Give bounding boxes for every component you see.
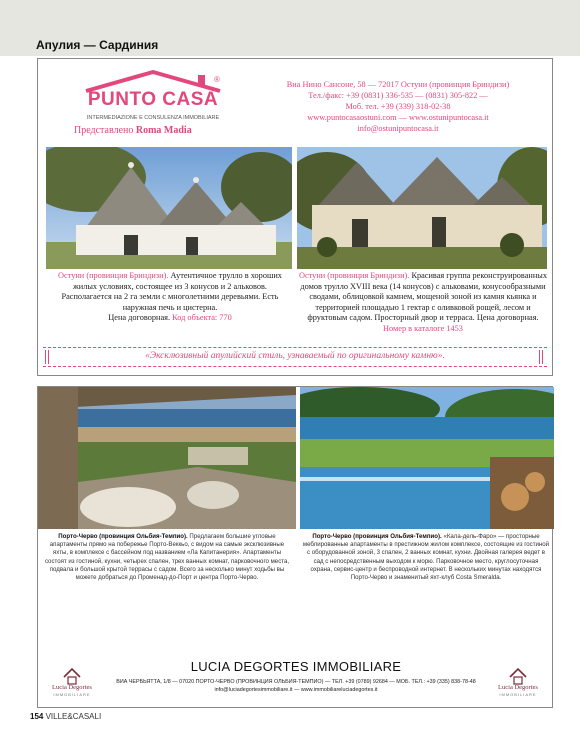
contact-address: Виа Нино Сансоне, 58 — 72017 Остуни (провинция Бриндизи)	[286, 80, 510, 89]
slogan-band	[43, 347, 547, 367]
company-name: LUCIA DEGORTES IMMOBILIARE	[190, 659, 402, 674]
ad-lucia-degortes	[37, 386, 553, 708]
listing-1-text: Аутентичное трулло в хороших жилых условиях, состоящее из 3 конусов и 2 альковов. Располагается на 2 га земли с многолетними деревьями. Есть наружная печь и цистерна.	[61, 271, 282, 312]
logo-name: Lucia Degortes	[52, 684, 92, 691]
listing-1-price: Цена договорная.	[108, 313, 171, 322]
company-web-email[interactable]: info@luciadegortesimmobiliare.it — www.immobiliareluciadegortes.it	[214, 686, 378, 693]
page-footer	[30, 712, 101, 721]
listing-caption-4	[302, 533, 550, 582]
listing-1-code: Код объекта: 770	[172, 313, 232, 322]
logo-sub: IMMOBILIARE	[53, 692, 91, 697]
contact-block	[253, 79, 543, 134]
logo-name: Lucia Degortes	[498, 684, 538, 691]
company-address	[98, 679, 494, 694]
ad-punto-casa	[37, 58, 553, 376]
slogan-text: «Эксклюзивный апулийский стиль, узнаваемый по оригинальному камню».	[145, 351, 445, 361]
presented-name: Roma Madia	[135, 125, 192, 136]
lucia-degortes-logo-left	[44, 667, 100, 701]
trullo-photo-1	[46, 147, 292, 269]
listing-4-title: Порто-Черво (провинция Ольбия-Темпио).	[312, 533, 442, 540]
logo-sub: IMMOBILIARE	[499, 692, 537, 697]
listing-1-location: Остуни (провинция Бриндизи).	[58, 271, 169, 280]
logo-brand: PUNTO CASA	[87, 89, 219, 110]
company-address-line: ВИА ЧЕРБЬЯТТА, 1/8 — 07020 ПОРТО-ЧЕРВО (ПРОВИНЦИЯ ОЛЬБИЯ-ТЕМПИО) — ТЕЛ. +39 (0789) 92684 — МОБ. ТЕЛ.: +39 (335) 838-78-48	[116, 679, 476, 685]
contact-websites[interactable]: www.puntocasaostuni.com — www.ostunipuntocasa.it	[307, 113, 489, 122]
listing-3-title: Порто-Черво (провинция Ольбия-Темпио).	[58, 533, 188, 540]
listing-caption-3	[42, 533, 292, 582]
logo-subtitle: INTERMEDIAZIONE E CONSULENZA IMMOBILIARE	[86, 115, 220, 121]
terrace-photo	[38, 387, 296, 529]
punto-casa-logo	[78, 69, 228, 131]
contact-email[interactable]: info@ostunipuntocasa.it	[357, 124, 439, 133]
listing-2-text: Красивая группа реконструированных домов трулло XVIII века (14 конусов) с альковами, конусообразными сводами, облицовкой камнем, мощеной зоной из камня кьянка и территорией площадью 1 гектар с оливковой рощей, лесом и фруктовым садом. Просторный двор и терраса. Цена договорная.	[300, 271, 547, 322]
presented-prefix: Представлено	[74, 125, 134, 136]
listing-4-text: «Кала-дель-Фаро» — просторные меблированные апартаменты в престижном жилом комплексе, состоящие из гостиной с оборудованной зоной, 3 спален, 2 ванных комнат, кухни. Двойная галерея ведет в сад с непосредственным выходом к морю. Парковочное место, круглосуточная охрана, сервис-центр и беспроводной интернет. В нескольких минутах находятся Порто-Черво и знаменитый яхт-клуб Costa Smeralda.	[302, 533, 550, 582]
page-number: 154	[30, 712, 44, 721]
contact-phone-fax: Тел./факс: +39 (0831) 336-535 — (0831) 305-822 —	[308, 91, 488, 100]
listing-caption-2	[297, 271, 549, 334]
listing-2-location: Остуни (провинция Бриндизи).	[298, 271, 410, 280]
section-title: Апулия — Сардиния	[36, 38, 159, 52]
listing-3-text: Предлагаем большие угловые апартаменты прямо на побережье Порто-Веккьо, с видом на самые эксклюзивные яхты, в комплексе с бассейном под названием «Ла Капитанерия». Апартаменты состоят из гостиной, кухни, четырех спален, трех ванных комнат, парковочного места, подвала и большой крытой террасы с садом. Всего за несколько минут ходьбы вы можете добраться до Променад-до-Порт и центра Порто-Черво.	[44, 533, 290, 582]
slogan-right-mark	[539, 350, 543, 364]
house-logo-icon	[62, 667, 82, 685]
trullo-photo-2	[297, 147, 547, 269]
magazine-name: VILLE&CASALI	[45, 712, 102, 721]
house-logo-icon	[508, 667, 528, 685]
registered-mark: ®	[214, 75, 220, 84]
lucia-degortes-logo-right	[490, 667, 546, 701]
pool-sea-photo	[300, 387, 554, 529]
listing-caption-1	[48, 271, 292, 324]
presented-by	[74, 125, 192, 136]
listing-2-code: Номер в каталоге 1453	[383, 323, 463, 333]
contact-mobile: Моб. тел. +39 (339) 318-02-38	[345, 102, 451, 111]
